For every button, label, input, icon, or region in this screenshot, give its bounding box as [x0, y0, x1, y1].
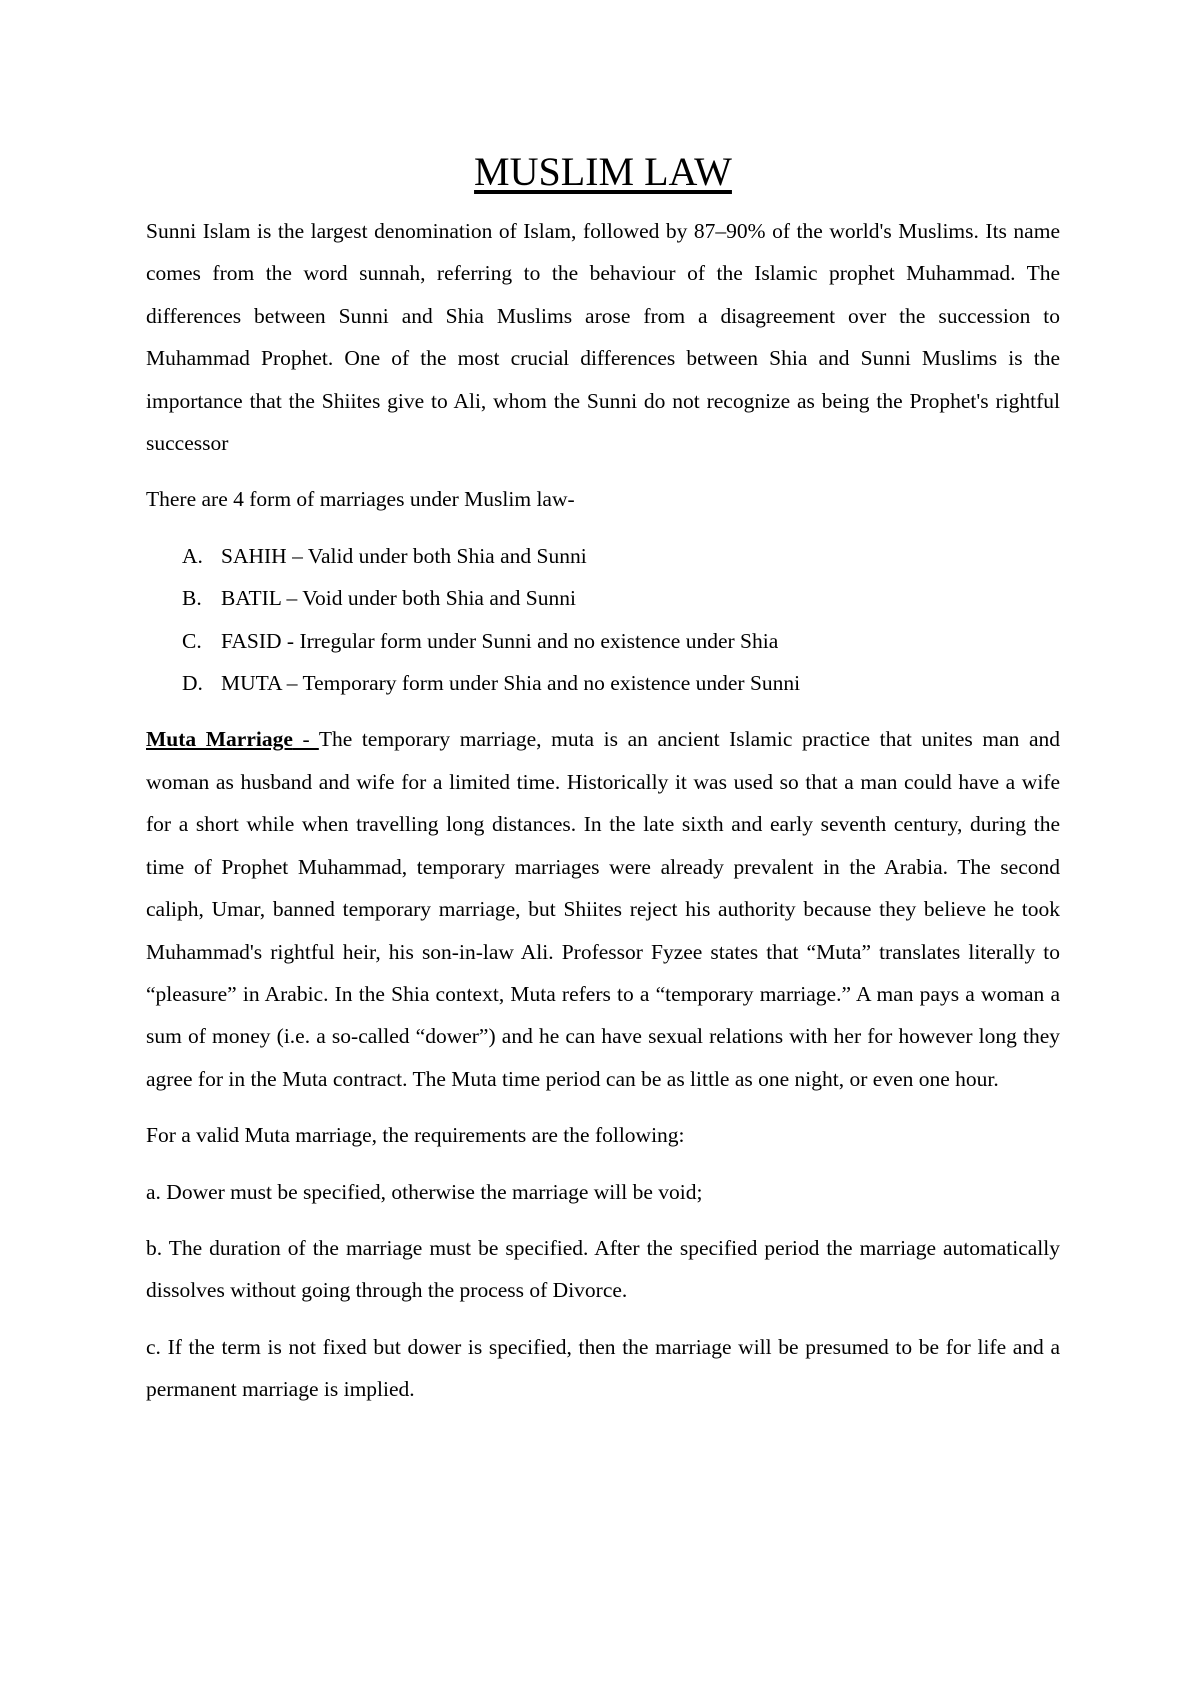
list-item-text: SAHIH – Valid under both Shia and Sunni — [221, 543, 587, 568]
muta-heading-dash: - — [292, 727, 319, 752]
list-item — [146, 620, 1060, 662]
requirement-item: b. The duration of the marriage must be specified. After the specified period the marriage automatically dissolves without going through the process of Divorce. — [146, 1235, 1060, 1303]
list-marker: A. — [182, 543, 203, 568]
list-marker: B. — [182, 586, 202, 611]
list-item — [146, 662, 1060, 704]
requirements-intro: For a valid Muta marriage, the requirements are the following: — [146, 1123, 685, 1148]
muta-heading: Muta Marriage — [146, 727, 293, 752]
forms-intro: There are 4 form of marriages under Muslim law- — [146, 487, 575, 512]
list-item — [146, 577, 1060, 619]
muta-body: The temporary marriage, muta is an ancient Islamic practice that unites man and woman as husband and wife for a limited time. Historically it was used so that a man could have a wife for a short while when travelling long distances. In the late sixth and early seventh century, during the time of Prophet Muhammad, temporary marriages were already prevalent in the Arabia. The second caliph, Umar, banned temporary marriage, but Shiites reject his authority because they believe he took Muhammad's rightful heir, his son-in-law Ali. Professor Fyzee states that “Muta” translates literally to “pleasure” in Arabic. In the Shia context, Muta refers to a “temporary marriage.” A man pays a woman a sum of money (i.e. a so-called “dower”) and he can have sexual relations with her for however long they agree for in the Muta contract. The Muta time period can be as little as one night, or even one hour. — [146, 727, 1060, 1091]
list-item-text: BATIL – Void under both Shia and Sunni — [221, 586, 576, 611]
list-marker: D. — [182, 671, 203, 696]
document-title: MUSLIM LAW — [474, 149, 732, 194]
document-page — [146, 148, 1060, 1425]
list-marker: C. — [182, 628, 202, 653]
intro-paragraph: Sunni Islam is the largest denomination of Islam, followed by 87–90% of the world's Muslims. Its name comes from the word sunnah, referring to the behaviour of the Islamic prophet Muhammad. The differences between Sunni and Shia Muslims arose from a disagreement over the succession to Muhammad Prophet. One of the most crucial differences between Shia and Sunni Muslims is the importance that the Shiites give to Ali, whom the Sunni do not recognize as being the Prophet's rightful successor — [146, 219, 1060, 456]
list-item — [146, 535, 1060, 577]
requirement-item: c. If the term is not fixed but dower is specified, then the marriage will be presumed to be for life and a permanent marriage is implied. — [146, 1334, 1060, 1402]
list-item-text: FASID - Irregular form under Sunni and no existence under Shia — [221, 628, 779, 653]
marriage-forms-list — [146, 535, 1060, 705]
list-item-text: MUTA – Temporary form under Shia and no existence under Sunni — [221, 671, 801, 696]
muta-paragraph — [146, 718, 1060, 1100]
requirement-item: a. Dower must be specified, otherwise the marriage will be void; — [146, 1179, 703, 1204]
